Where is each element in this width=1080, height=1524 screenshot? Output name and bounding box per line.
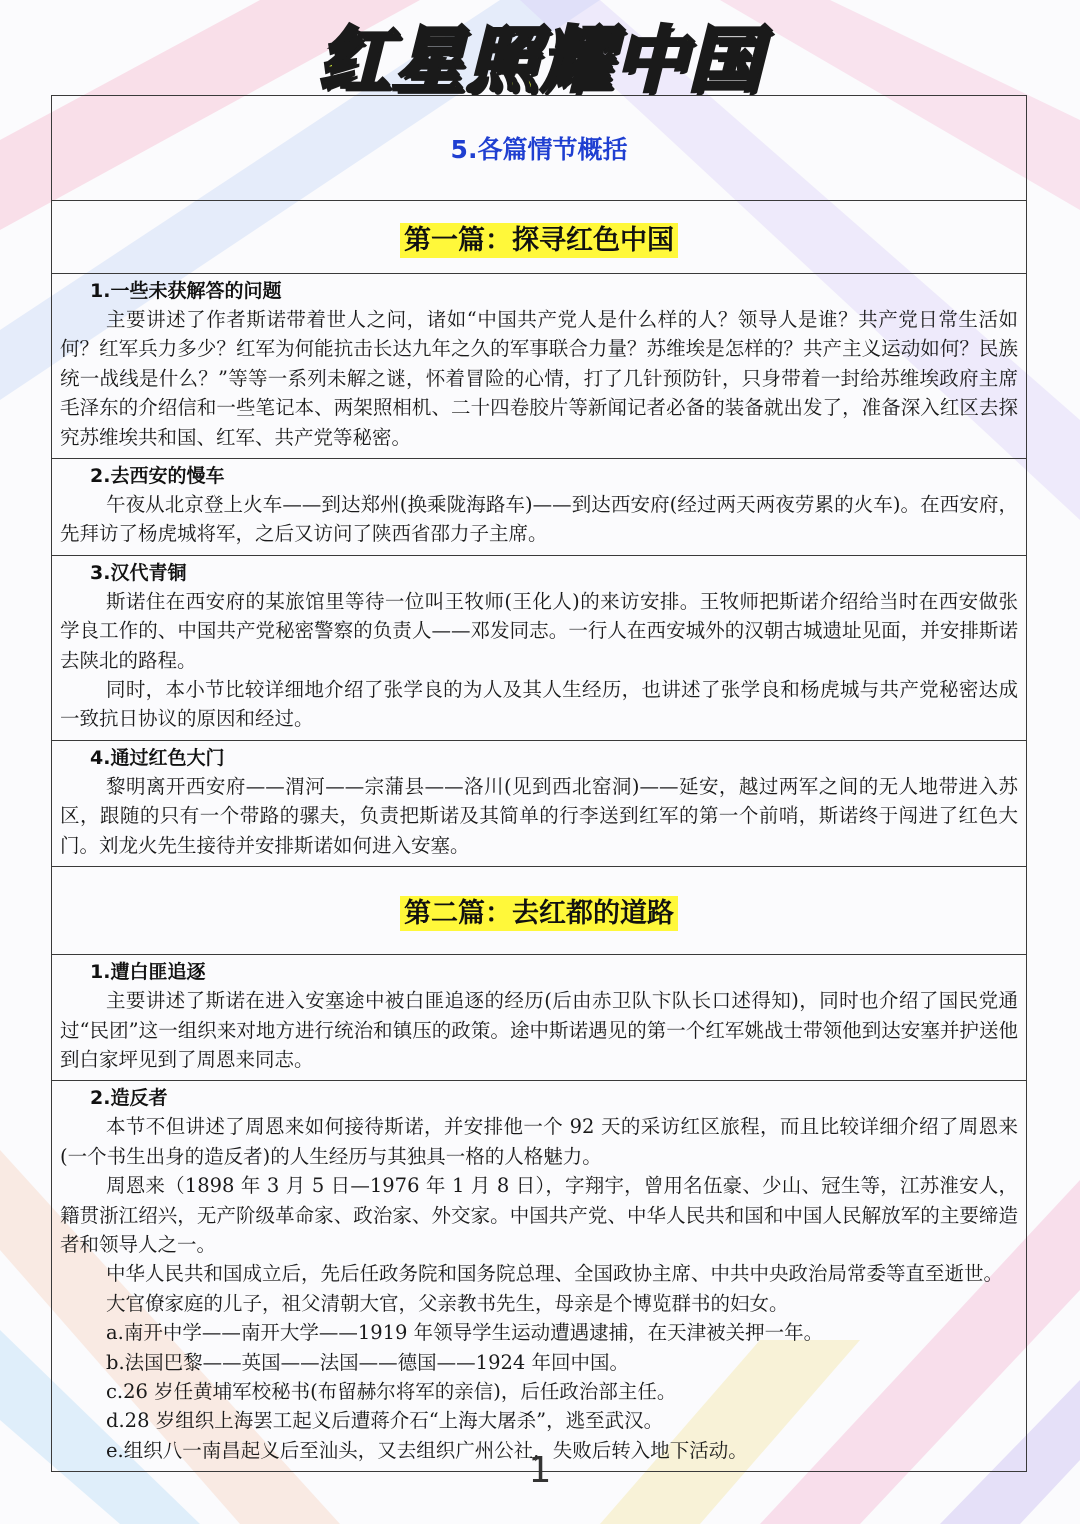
section-paragraph: 斯诺住在西安府的某旅馆里等待一位叫王牧师(王化人)的来访安排。王牧师把斯诺介绍给当时在西安做张学良工作的、中国共产党秘密警察的负责人——邓发同志。一行人在西安城外的汉朝古城遗址见面，并安排斯诺去陕北的路程。 [60, 589, 1018, 672]
content-table [51, 95, 1027, 1472]
subtitle-cell [52, 96, 1027, 201]
section-heading: 4.通过红色大门 [90, 746, 225, 769]
part-1-header [52, 201, 1027, 274]
section-1-2 [52, 459, 1027, 556]
list-item: e.组织八一南昌起义后至汕头，又去组织广州公社，失败后转入地下活动。 [106, 1438, 748, 1462]
page-number: 1 [528, 1450, 552, 1491]
part-1-title: 第一篇：探寻红色中国 [400, 223, 678, 258]
section-paragraph: 主要讲述了作者斯诺带着世人之问，诸如“中国共产党人是什么样的人？领导人是谁？共产党日常生活如何？红军兵力多少？红军为何能抗击长达九年之久的军事联合力量？苏维埃是怎样的？共产主义运动如何？民族统一战线是什么？”等等一系列未解之谜，怀着冒险的心情，打了几针预防针，只身带着一封给苏维埃政府主席毛泽东的介绍信和一些笔记本、两架照相机、二十四卷胶片等新闻记者必备的装备就出发了，准备深入红区去探究苏维埃共和国、红军、共产党等秘密。 [60, 308, 1018, 449]
list-item: d.28 岁组织上海罢工起义后遭蒋介石“上海大屠杀”，逃至武汉。 [106, 1409, 664, 1433]
section-1-1 [52, 274, 1027, 459]
section-paragraph: 大官僚家庭的儿子，祖父清朝大官，父亲教书先生，母亲是个博览群书的妇女。 [106, 1291, 789, 1315]
section-1-4 [52, 740, 1027, 866]
part-2-title: 第二篇：去红都的道路 [400, 896, 678, 931]
section-paragraph: 午夜从北京登上火车——到达郑州(换乘陇海路车)——到达西安府(经过两天两夜劳累的火车)。在西安府，先拜访了杨虎城将军，之后又访问了陕西省邵力子主席。 [60, 493, 1018, 546]
section-paragraph: 本节不但讲述了周恩来如何接待斯诺，并安排他一个 92 天的采访红区旅程，而且比较详细介绍了周恩来(一个书生出身的造反者)的人生经历与其独具一格的人格魅力。 [60, 1115, 1018, 1168]
section-paragraph: 主要讲述了斯诺在进入安塞途中被白匪追逐的经历(后由赤卫队卞队长口述得知)，同时也介绍了国民党通过“民团”这一组织来对地方进行统治和镇压的政策。途中斯诺遇见的第一个红军姚战士带领他到达安塞并护送他到白家坪见到了周恩来同志。 [60, 989, 1018, 1071]
section-paragraph: 周恩来（1898 年 3 月 5 日—1976 年 1 月 8 日），字翔宇，曾用名伍豪、少山、冠生等，江苏淮安人，籍贯浙江绍兴，无产阶级革命家、政治家、外交家。中国共产党、中华人民共和国和中国人民解放军的主要缔造者和领导人之一。 [60, 1174, 1018, 1256]
section-heading: 2.去西安的慢车 [90, 465, 225, 488]
section-paragraph: 中华人民共和国成立后，先后任政务院和国务院总理、全国政协主席、中共中央政治局常委等直至逝世。 [106, 1262, 1004, 1286]
section-2-1 [52, 955, 1027, 1081]
section-paragraph: 同时，本小节比较详细地介绍了张学良的为人及其人生经历，也讲述了张学良和杨虎城与共产党秘密达成一致抗日协议的原因和经过。 [60, 678, 1018, 731]
banner-title: 红星照耀中国 [317, 18, 762, 102]
list-item: b.法国巴黎——英国——法国——德国——1924 年回中国。 [106, 1350, 630, 1374]
list-item: a.南开中学——南开大学——1919 年领导学生运动遭遇逮捕，在天津被关押一年。 [106, 1321, 824, 1345]
list-item: c.26 岁任黄埔军校秘书(布留赫尔将军的亲信)，后任政治部主任。 [106, 1379, 677, 1403]
section-paragraph: 黎明离开西安府——渭河——宗蒲县——洛川(见到西北窑洞)——延安，越过两军之间的无人地带进入苏区，跟随的只有一个带路的骡夫，负责把斯诺及其简单的行李送到红军的第一个前哨，斯诺终于闯进了红色大门。刘龙火先生接待并安排斯诺如何进入安塞。 [60, 774, 1018, 857]
section-1-3 [52, 555, 1027, 740]
subtitle: 5.各篇情节概括 [450, 135, 628, 164]
section-heading: 3.汉代青铜 [90, 561, 187, 584]
section-heading: 2.造反者 [90, 1087, 168, 1110]
section-heading: 1.一些未获解答的问题 [90, 280, 282, 302]
section-heading: 1.遭白匪追逐 [90, 961, 206, 984]
section-2-2 [52, 1081, 1027, 1472]
part-2-header [52, 867, 1027, 955]
